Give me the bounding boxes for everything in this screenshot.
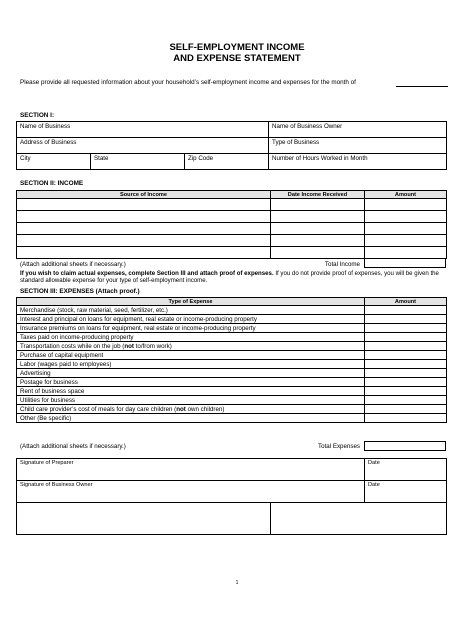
expense-type-cell <box>17 387 365 396</box>
income-table <box>16 190 447 259</box>
expense-amount-cell[interactable] <box>365 405 447 414</box>
form-title-line1: SELF-EMPLOYMENT INCOME <box>169 42 305 53</box>
owner-date-field[interactable]: Date <box>365 481 447 503</box>
expense-amount-cell[interactable] <box>365 315 447 324</box>
income-date-cell[interactable] <box>271 211 365 223</box>
expense-type-text-pre: Interest and principal on loans for equipment, real estate or income-producing property <box>20 315 257 323</box>
income-attach-note: (Attach additional sheets if necessary.) <box>20 261 126 268</box>
total-income-field[interactable] <box>364 258 446 268</box>
expense-type-cell <box>17 396 365 405</box>
state-field[interactable]: State <box>91 154 185 170</box>
zip-code-field[interactable]: Zip Code <box>185 154 269 170</box>
expense-row <box>17 396 447 405</box>
expense-row <box>17 342 447 351</box>
expense-row <box>17 378 447 387</box>
name-of-business-owner-field[interactable]: Name of Business Owner <box>269 122 447 138</box>
income-row <box>17 199 447 211</box>
expense-amount-cell[interactable] <box>365 351 447 360</box>
expense-row <box>17 315 447 324</box>
expense-amount-cell[interactable] <box>365 324 447 333</box>
preparer-date-field[interactable]: Date <box>365 459 447 481</box>
expense-type-cell <box>17 342 365 351</box>
income-amount-cell[interactable] <box>365 223 447 235</box>
expense-table <box>16 297 447 423</box>
expense-type-cell <box>17 351 365 360</box>
expense-type-text-pre: Child care provider’s cost of meals for day care children ( <box>20 405 177 413</box>
name-of-business-field[interactable]: Name of Business <box>17 122 269 138</box>
total-expenses-label: Total Expenses <box>318 443 360 450</box>
expense-row <box>17 324 447 333</box>
expense-row <box>17 387 447 396</box>
expense-type-text-pre: Advertising <box>20 369 51 377</box>
hours-worked-field[interactable]: Number of Hours Worked in Month <box>269 154 447 170</box>
expense-type-cell <box>17 414 365 423</box>
income-date-cell[interactable] <box>271 199 365 211</box>
expense-type-text-pre: Other (Be specific) <box>20 414 72 422</box>
total-income-label: Total Income <box>324 261 360 268</box>
section2-heading: SECTION II: INCOME <box>20 180 84 187</box>
expense-type-text-pre: Transportation costs while on the job ( <box>20 342 125 350</box>
signature-of-preparer-field[interactable]: Signature of Preparer <box>17 459 365 481</box>
income-amount-cell[interactable] <box>365 247 447 259</box>
income-source-cell[interactable] <box>17 199 271 211</box>
section3-heading: SECTION III: EXPENSES (Attach proof.) <box>20 288 140 295</box>
income-amount-cell[interactable] <box>365 199 447 211</box>
expense-amount-cell[interactable] <box>365 360 447 369</box>
expense-amount-cell[interactable] <box>365 369 447 378</box>
section1-table <box>16 121 447 170</box>
expense-type-text-pre: Utilities for business <box>20 396 76 404</box>
expense-type-text-pre: Insurance premiums on loans for equipment, real estate or income-producing property <box>20 324 256 332</box>
form-title-line2: AND EXPENSE STATEMENT <box>173 53 301 64</box>
blank-box-right[interactable] <box>271 503 447 535</box>
section1-heading: SECTION I: <box>20 112 55 119</box>
expense-type-text-post: own children) <box>185 405 225 413</box>
expense-amount-cell[interactable] <box>365 306 447 315</box>
instructions-bold: If you wish to claim actual expenses, complete Section III and attach proof of expenses. <box>20 270 274 277</box>
expense-type-text-pre: Purchase of capital equipment <box>20 351 104 359</box>
expense-row <box>17 360 447 369</box>
income-col-date: Date Income Received <box>271 191 365 199</box>
expense-row <box>17 369 447 378</box>
income-source-cell[interactable] <box>17 247 271 259</box>
page-number: 1 <box>235 580 239 586</box>
income-row <box>17 235 447 247</box>
expense-type-cell <box>17 405 365 414</box>
expense-col-amount: Amount <box>365 298 447 306</box>
expense-type-text-pre: Labor (wages paid to employees) <box>20 360 112 368</box>
expense-amount-cell[interactable] <box>365 333 447 342</box>
expense-amount-cell[interactable] <box>365 414 447 423</box>
expense-row <box>17 414 447 423</box>
income-row <box>17 247 447 259</box>
expense-instructions <box>20 270 460 284</box>
expense-type-text-pre: Rent of business space <box>20 387 85 395</box>
income-amount-cell[interactable] <box>365 211 447 223</box>
expense-type-cell <box>17 306 365 315</box>
expense-type-text-pre: Taxes paid on income-producing property <box>20 333 134 341</box>
income-amount-cell[interactable] <box>365 235 447 247</box>
expense-type-text-pre: Postage for business <box>20 378 78 386</box>
income-col-source: Source of Income <box>17 191 271 199</box>
income-col-amount: Amount <box>365 191 447 199</box>
signature-table <box>16 458 447 503</box>
address-of-business-field[interactable]: Address of Business <box>17 138 269 154</box>
expense-type-cell <box>17 324 365 333</box>
city-field[interactable]: City <box>17 154 91 170</box>
expense-type-text-pre: Merchandise (stock, raw material, seed, fertilizer, etc.) <box>20 306 168 314</box>
income-source-cell[interactable] <box>17 223 271 235</box>
expense-type-text-post: to/from work) <box>133 342 172 350</box>
expense-type-cell <box>17 369 365 378</box>
expense-amount-cell[interactable] <box>365 378 447 387</box>
income-source-cell[interactable] <box>17 235 271 247</box>
income-source-cell[interactable] <box>17 211 271 223</box>
expense-row <box>17 333 447 342</box>
expense-row <box>17 351 447 360</box>
expense-row <box>17 306 447 315</box>
expense-type-text-bold: not <box>124 342 134 350</box>
expense-amount-cell[interactable] <box>365 396 447 405</box>
expense-row <box>17 405 447 414</box>
expense-type-cell <box>17 315 365 324</box>
income-row <box>17 211 447 223</box>
blank-box-table <box>16 502 447 535</box>
expense-type-cell <box>17 378 365 387</box>
expense-type-text-bold: not <box>176 405 186 413</box>
signature-of-business-owner-field[interactable]: Signature of Business Owner <box>17 481 365 503</box>
expense-attach-note: (Attach additional sheets if necessary.) <box>20 443 126 450</box>
instructions-rest: If you do not provide proof of expenses, you will be given the standard allowable expense for your type of self-employment income. <box>20 270 439 284</box>
income-date-cell[interactable] <box>271 247 365 259</box>
expense-type-cell <box>17 333 365 342</box>
income-date-cell[interactable] <box>271 223 365 235</box>
type-of-business-field[interactable]: Type of Business <box>269 138 447 154</box>
income-row <box>17 223 447 235</box>
income-date-cell[interactable] <box>271 235 365 247</box>
expense-col-type: Type of Expense <box>17 298 365 306</box>
total-expenses-field[interactable] <box>364 441 446 451</box>
month-blank-field[interactable] <box>396 86 448 87</box>
intro-text: Please provide all requested information about your household’s self-employment income and expenses for the month of <box>20 79 356 86</box>
blank-box-left[interactable] <box>17 503 271 535</box>
expense-type-cell <box>17 360 365 369</box>
expense-amount-cell[interactable] <box>365 342 447 351</box>
expense-amount-cell[interactable] <box>365 387 447 396</box>
